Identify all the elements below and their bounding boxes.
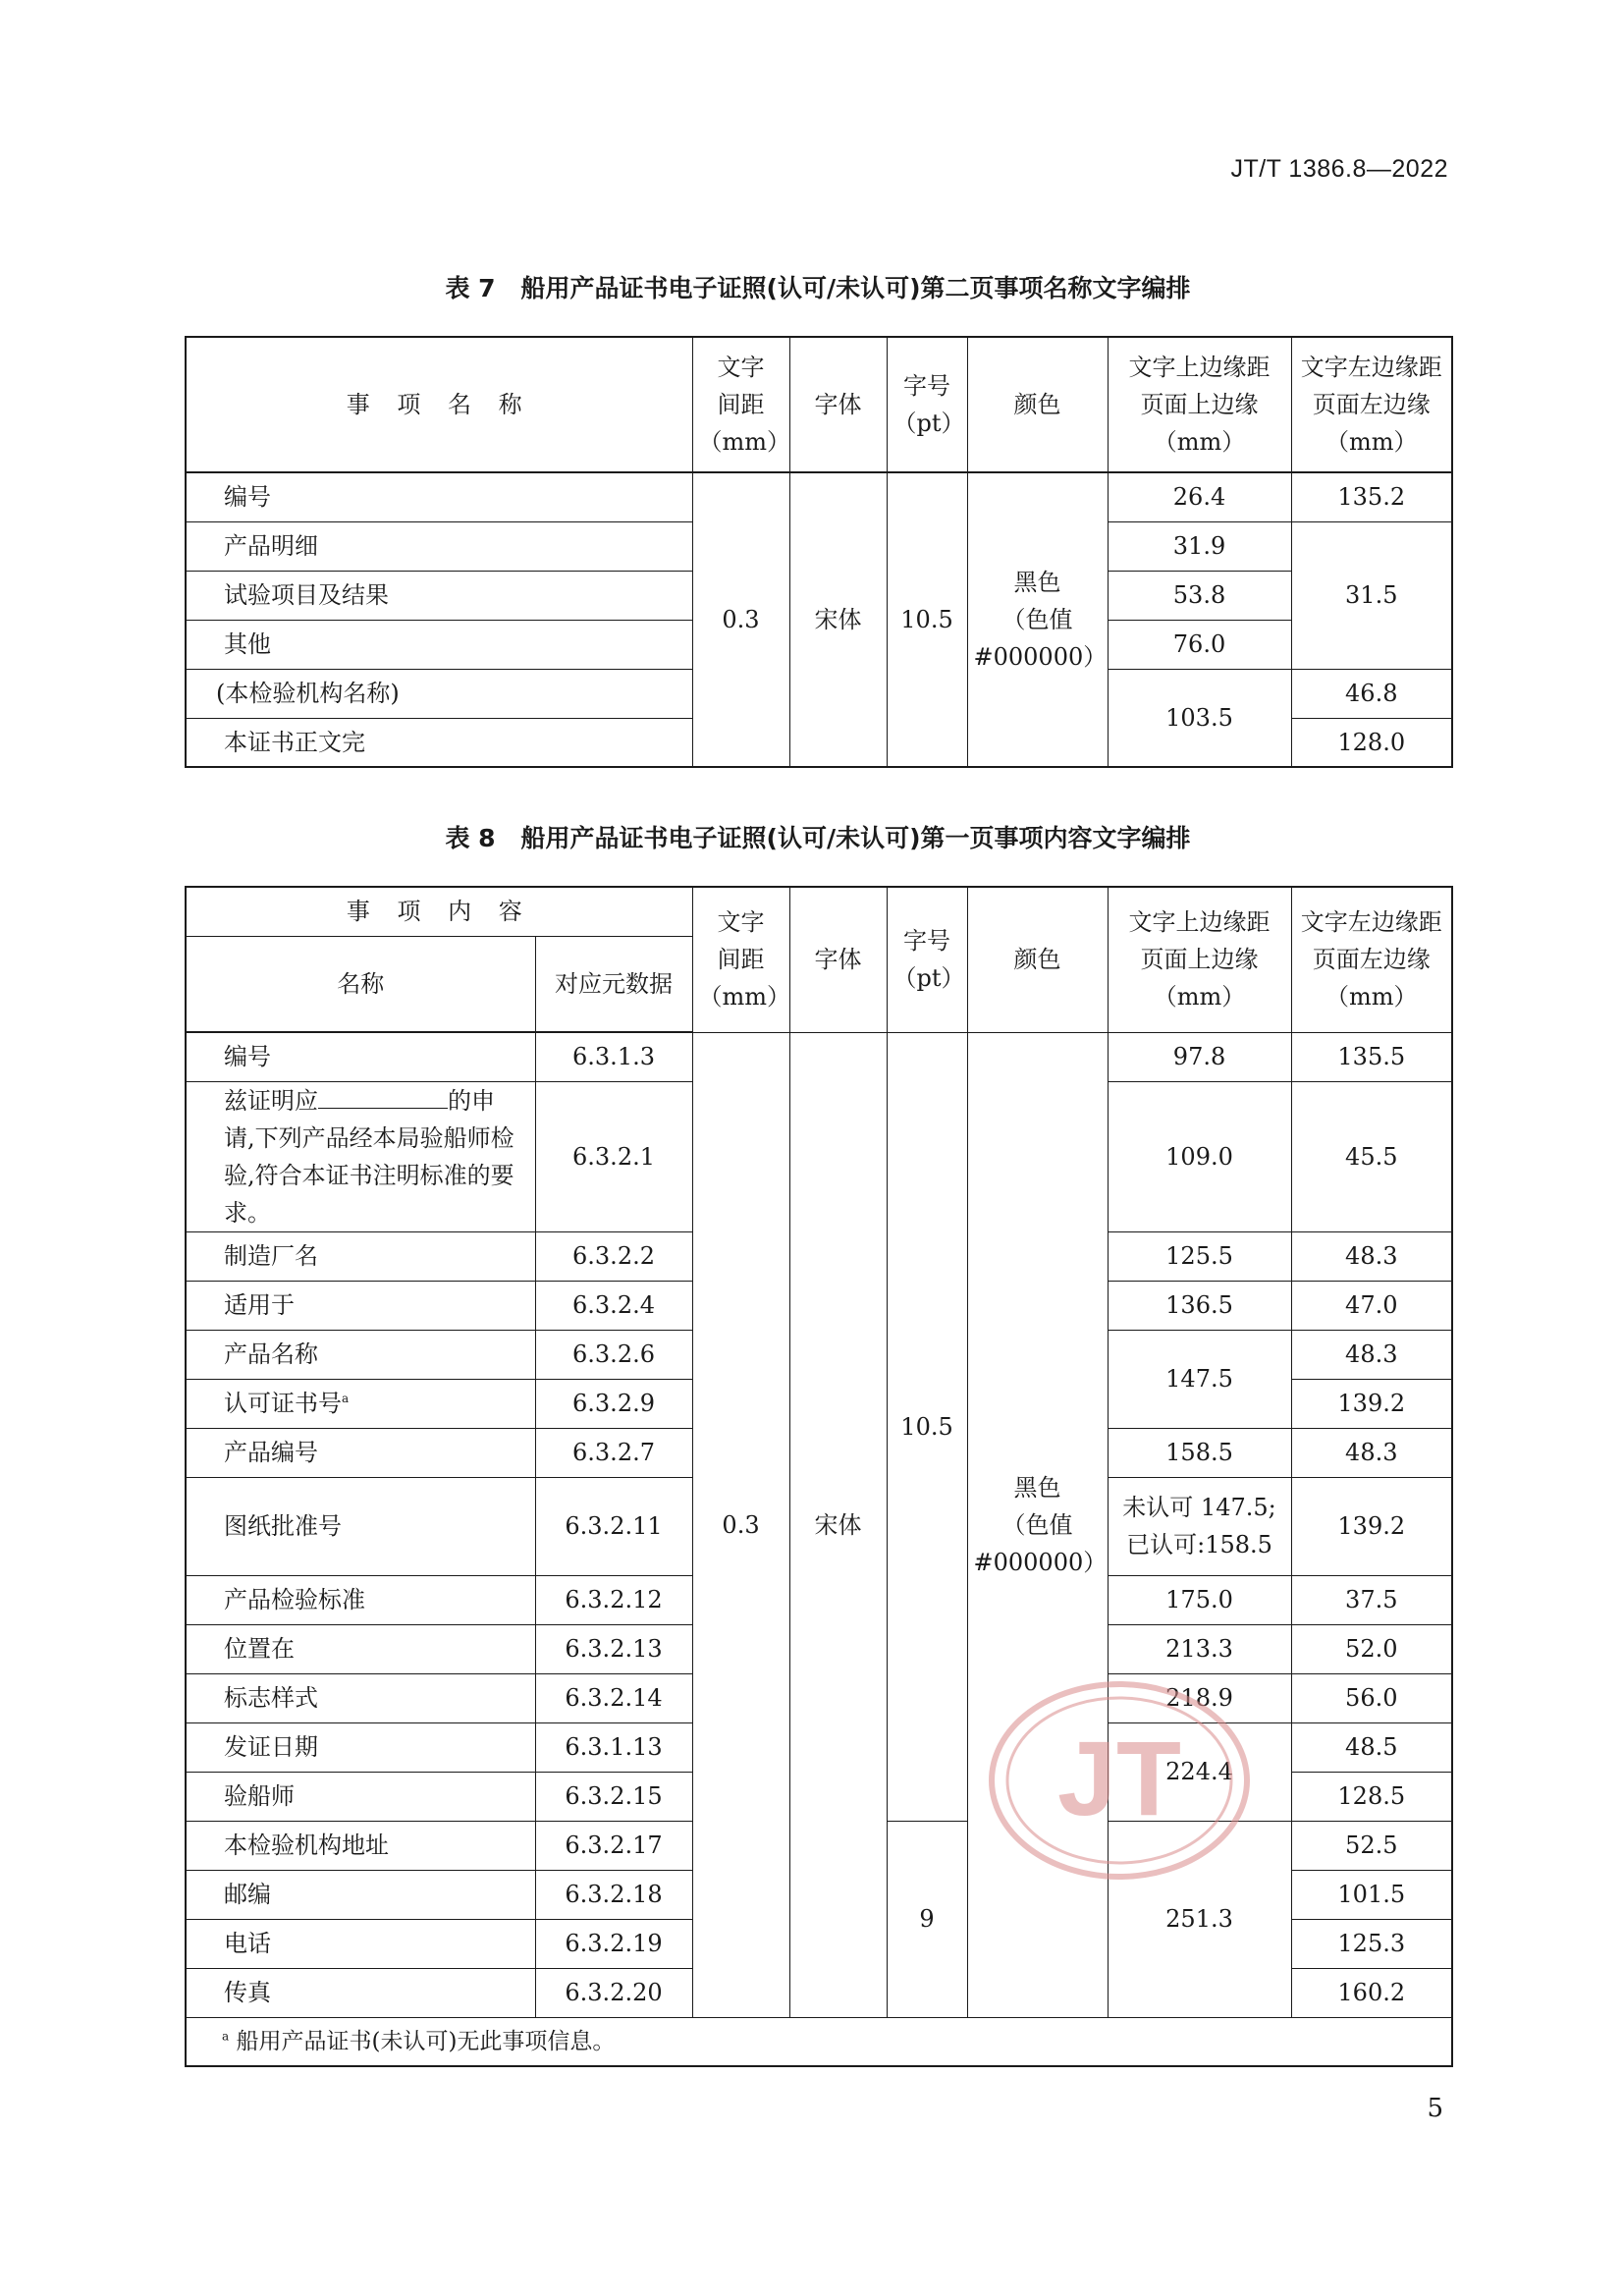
item-name-long: 兹证明应 的申请,下列产品经本局验船师检验,符合本证书注明标准的要求。 xyxy=(186,1081,535,1231)
left-distance: 52.0 xyxy=(1291,1624,1452,1673)
merged-top-distance: 251.3 xyxy=(1108,1821,1291,2017)
item-name: 电话 xyxy=(186,1919,535,1968)
top-distance: 97.8 xyxy=(1108,1032,1291,1081)
merged-color: 黑色 （色值 #000000） xyxy=(967,472,1108,767)
merged-spacing: 0.3 xyxy=(692,472,789,767)
table8-caption xyxy=(185,819,1451,854)
header-top-distance: 文字上边缘距 页面上边缘 （mm） xyxy=(1108,337,1291,472)
item-name: 标志样式 xyxy=(186,1673,535,1722)
metadata-code: 6.3.2.18 xyxy=(535,1870,692,1919)
top-distance: 76.0 xyxy=(1108,620,1291,669)
metadata-code: 6.3.2.4 xyxy=(535,1281,692,1330)
item-name: 位置在 xyxy=(186,1624,535,1673)
item-name: 传真 xyxy=(186,1968,535,2017)
item-name: 试验项目及结果 xyxy=(186,571,692,620)
left-distance: 37.5 xyxy=(1291,1575,1452,1624)
metadata-code: 6.3.2.19 xyxy=(535,1919,692,1968)
top-distance: 125.5 xyxy=(1108,1231,1291,1281)
left-distance: 48.5 xyxy=(1291,1722,1452,1772)
top-distance: 175.0 xyxy=(1108,1575,1291,1624)
top-distance: 218.9 xyxy=(1108,1673,1291,1722)
left-distance: 46.8 xyxy=(1291,669,1452,718)
table-footnote-row xyxy=(186,2017,1452,2066)
top-distance-dual: 未认可 147.5; 已认可:158.5 xyxy=(1108,1477,1291,1575)
header-font: 字体 xyxy=(789,887,887,1032)
item-name: 产品明细 xyxy=(186,521,692,571)
left-distance: 48.3 xyxy=(1291,1428,1452,1477)
footnote-marker: a xyxy=(222,2029,230,2044)
table8-caption-number: 表 8 xyxy=(445,824,496,852)
header-item-name: 事 项 名 称 xyxy=(186,337,692,472)
top-distance: 31.9 xyxy=(1108,521,1291,571)
metadata-code: 6.3.2.11 xyxy=(535,1477,692,1575)
header-spacing: 文字 间距 （mm） xyxy=(692,337,789,472)
top-distance: 26.4 xyxy=(1108,472,1291,521)
item-name: 发证日期 xyxy=(186,1722,535,1772)
left-distance: 128.5 xyxy=(1291,1772,1452,1821)
top-distance: 136.5 xyxy=(1108,1281,1291,1330)
item-name: 产品检验标准 xyxy=(186,1575,535,1624)
table7-caption-number: 表 7 xyxy=(445,274,496,302)
merged-size-small: 9 xyxy=(887,1821,967,2017)
top-distance: 158.5 xyxy=(1108,1428,1291,1477)
table7-caption xyxy=(185,269,1451,304)
left-distance: 101.5 xyxy=(1291,1870,1452,1919)
merged-top-distance: 103.5 xyxy=(1108,669,1291,767)
header-item-content: 事 项 内 容 xyxy=(186,887,692,936)
merged-size: 10.5 xyxy=(887,472,967,767)
left-distance: 139.2 xyxy=(1291,1379,1452,1428)
table-footnote: $^a$ 船用产品证书(未认可)无此事项信息。 xyxy=(186,2017,1452,2066)
merged-color: 黑色 （色值 #000000） xyxy=(967,1032,1108,2017)
merged-left-distance: 31.5 xyxy=(1291,521,1452,669)
merged-font: 宋体 xyxy=(789,472,887,767)
top-distance: 213.3 xyxy=(1108,1624,1291,1673)
merged-top-distance: 224.4 xyxy=(1108,1722,1291,1821)
metadata-code: 6.3.2.7 xyxy=(535,1428,692,1477)
left-distance: 135.5 xyxy=(1291,1032,1452,1081)
item-name: 本证书正文完 xyxy=(186,718,692,767)
left-distance: 139.2 xyxy=(1291,1477,1452,1575)
metadata-code: 6.3.2.15 xyxy=(535,1772,692,1821)
item-name: 验船师 xyxy=(186,1772,535,1821)
stamp-text: JT xyxy=(1056,1719,1182,1837)
item-name: (本检验机构名称) xyxy=(186,669,692,718)
left-distance: 47.0 xyxy=(1291,1281,1452,1330)
left-distance: 135.2 xyxy=(1291,472,1452,521)
metadata-code: 6.3.2.14 xyxy=(535,1673,692,1722)
metadata-code: 6.3.2.1 xyxy=(535,1081,692,1231)
merged-size-large: 10.5 xyxy=(887,1032,967,1821)
item-name: 编号 xyxy=(186,472,692,521)
metadata-code: 6.3.2.9 xyxy=(535,1379,692,1428)
metadata-code: 6.3.1.3 xyxy=(535,1032,692,1081)
metadata-code: 6.3.2.13 xyxy=(535,1624,692,1673)
merged-top-distance: 147.5 xyxy=(1108,1330,1291,1428)
header-left-distance: 文字左边缘距 页面左边缘 （mm） xyxy=(1291,337,1452,472)
header-top-distance: 文字上边缘距 页面上边缘 （mm） xyxy=(1108,887,1291,1032)
merged-font: 宋体 xyxy=(789,1032,887,2017)
table7-caption-title: 船用产品证书电子证照(认可/未认可)第二页事项名称文字编排 xyxy=(520,274,1191,302)
table-row xyxy=(186,472,1452,521)
item-name: 产品编号 xyxy=(186,1428,535,1477)
table8 xyxy=(185,886,1453,2067)
left-distance: 125.3 xyxy=(1291,1919,1452,1968)
item-name: 本检验机构地址 xyxy=(186,1821,535,1870)
page-number: 5 xyxy=(1427,2094,1443,2123)
header-color: 颜色 xyxy=(967,337,1108,472)
fill-blank xyxy=(318,1084,448,1109)
header-left-distance: 文字左边缘距 页面左边缘 （mm） xyxy=(1291,887,1452,1032)
left-distance: 48.3 xyxy=(1291,1231,1452,1281)
metadata-code: 6.3.2.2 xyxy=(535,1231,692,1281)
table7 xyxy=(185,336,1453,768)
item-name: 产品名称 xyxy=(186,1330,535,1379)
header-size: 字号 （pt） xyxy=(887,887,967,1032)
header-metadata: 对应元数据 xyxy=(535,936,692,1032)
left-distance: 128.0 xyxy=(1291,718,1452,767)
standard-code: JT/T 1386.8—2022 xyxy=(1230,155,1448,183)
header-spacing: 文字 间距 （mm） xyxy=(692,887,789,1032)
left-distance: 56.0 xyxy=(1291,1673,1452,1722)
item-name: 制造厂名 xyxy=(186,1231,535,1281)
left-distance: 48.3 xyxy=(1291,1330,1452,1379)
header-color: 颜色 xyxy=(967,887,1108,1032)
item-name: 邮编 xyxy=(186,1870,535,1919)
item-name: 认可证书号$^a$ xyxy=(186,1379,535,1428)
left-distance: 160.2 xyxy=(1291,1968,1452,2017)
header-name: 名称 xyxy=(186,936,535,1032)
footnote-marker: a xyxy=(342,1392,350,1405)
table8-caption-title: 船用产品证书电子证照(认可/未认可)第一页事项内容文字编排 xyxy=(520,824,1191,852)
item-name: 其他 xyxy=(186,620,692,669)
left-distance: 45.5 xyxy=(1291,1081,1452,1231)
item-name: 编号 xyxy=(186,1032,535,1081)
left-distance: 52.5 xyxy=(1291,1821,1452,1870)
header-size: 字号 （pt） xyxy=(887,337,967,472)
metadata-code: 6.3.1.13 xyxy=(535,1722,692,1772)
top-distance: 53.8 xyxy=(1108,571,1291,620)
metadata-code: 6.3.2.20 xyxy=(535,1968,692,2017)
metadata-code: 6.3.2.12 xyxy=(535,1575,692,1624)
metadata-code: 6.3.2.17 xyxy=(535,1821,692,1870)
metadata-code: 6.3.2.6 xyxy=(535,1330,692,1379)
table-row xyxy=(186,1032,1452,1081)
header-font: 字体 xyxy=(789,337,887,472)
top-distance: 109.0 xyxy=(1108,1081,1291,1231)
merged-spacing: 0.3 xyxy=(692,1032,789,2017)
item-name: 图纸批准号 xyxy=(186,1477,535,1575)
item-name: 适用于 xyxy=(186,1281,535,1330)
